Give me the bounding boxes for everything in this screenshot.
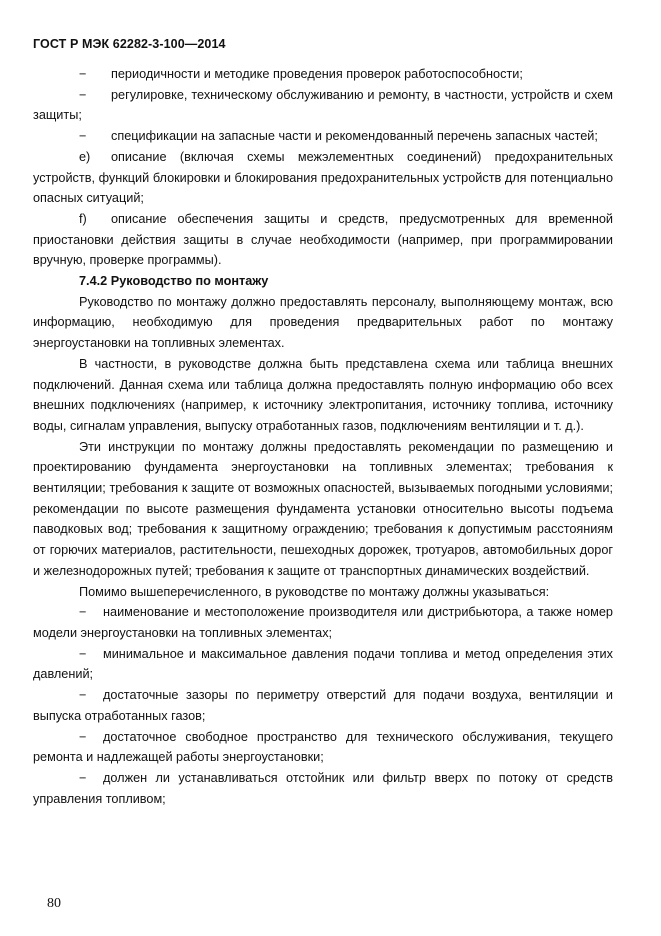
list-item-text: описание (включая схемы межэлементных соединений) предохранительных устройств, функций блокировки и блокирования предохранительных устройств для потенциально опасных ситуаций;: [33, 149, 613, 206]
list-marker: −: [79, 129, 87, 144]
section-heading: 7.4.2 Руководство по монтажу: [79, 274, 269, 289]
list-item: [33, 727, 613, 768]
list-item: [33, 85, 613, 126]
list-item-text: описание обеспечения защиты и средств, предусмотренных для временной приостановки действия защиты в случае необходимости (например, при программировании вручную, проверке программы).: [33, 211, 613, 268]
list-marker: −: [79, 67, 87, 81]
list-item: [33, 209, 613, 271]
list-marker: −: [79, 87, 87, 102]
paragraph: Эти инструкции по монтажу должны предоставлять рекомендации по размещению и проектированию фундамента энергоустановки на топливных элементах; требования к вентиляции; требования к защите от возможных опасностей, вызываемых погодными условиями; рекомендации по высоте размещения фундамента установки относительно высоты подъема паводковых вод; требования к защитному ограждению; требования к допустимым расстояниям от горючих материалов, растительности, пешеходных дорожек, тротуаров, автомобильных дорог и железнодорожных путей; требования к защите от транспортных динамических воздействий.: [33, 439, 613, 578]
list-item-text: достаточные зазоры по периметру отверстий для подачи воздуха, вентиляции и выпуска отработанных газов;: [33, 688, 613, 723]
list-item-text: периодичности и методике проведения проверок работоспособности;: [111, 67, 523, 81]
list-item-text: достаточное свободное пространство для технического обслуживания, текущего ремонта и надлежащей работы энергоустановки;: [33, 729, 613, 765]
list-item-text: регулировке, техническому обслуживанию и ремонту, в частности, устройств и схем защиты;: [33, 87, 613, 123]
document-header: ГОСТ Р МЭК 62282-3-100—2014: [33, 37, 226, 51]
list-item-text: минимальное и максимальное давления подачи топлива и метод определения этих давлений;: [33, 646, 613, 682]
list-item-text: должен ли устанавливаться отстойник или фильтр вверх по потоку от средств управления топливом;: [33, 770, 613, 806]
list-marker: e): [79, 149, 91, 164]
list-marker: −: [79, 605, 87, 620]
list-marker: −: [79, 688, 87, 703]
list-item: [33, 602, 613, 643]
page-body: [33, 64, 613, 809]
list-item: [33, 685, 613, 726]
paragraph: В частности, в руководстве должна быть представлена схема или таблица внешних подключений. Данная схема или таблица должна предоставлять полную информацию обо всех внешних подключениях (например, к источнику электропитания, источнику топлива, источнику воды, сигналам управления, выпуску отработанных газов, подключениям вентиляции и т. д.).: [33, 356, 613, 433]
list-marker: −: [79, 729, 87, 744]
list-item-text: наименование и местоположение производителя или дистрибьютора, а также номер модели энергоустановки на топливных элементах;: [33, 605, 613, 640]
list-item: [33, 64, 613, 85]
page-number: 80: [47, 896, 61, 911]
list-marker: −: [79, 646, 87, 661]
list-item: [33, 644, 613, 685]
list-item: [33, 147, 613, 209]
paragraph: Руководство по монтажу должно предоставлять персоналу, выполняющему монтаж, всю информацию, необходимую для проведения предварительных работ по монтажу энергоустановки на топливных элементах.: [33, 294, 613, 351]
paragraph: Помимо вышеперечисленного, в руководстве по монтажу должны указываться:: [79, 584, 550, 599]
list-item-text: спецификации на запасные части и рекомендованный перечень запасных частей;: [111, 129, 598, 144]
list-item: [33, 768, 613, 809]
list-marker: f): [79, 211, 87, 226]
list-item: [33, 126, 613, 147]
list-marker: −: [79, 770, 87, 785]
